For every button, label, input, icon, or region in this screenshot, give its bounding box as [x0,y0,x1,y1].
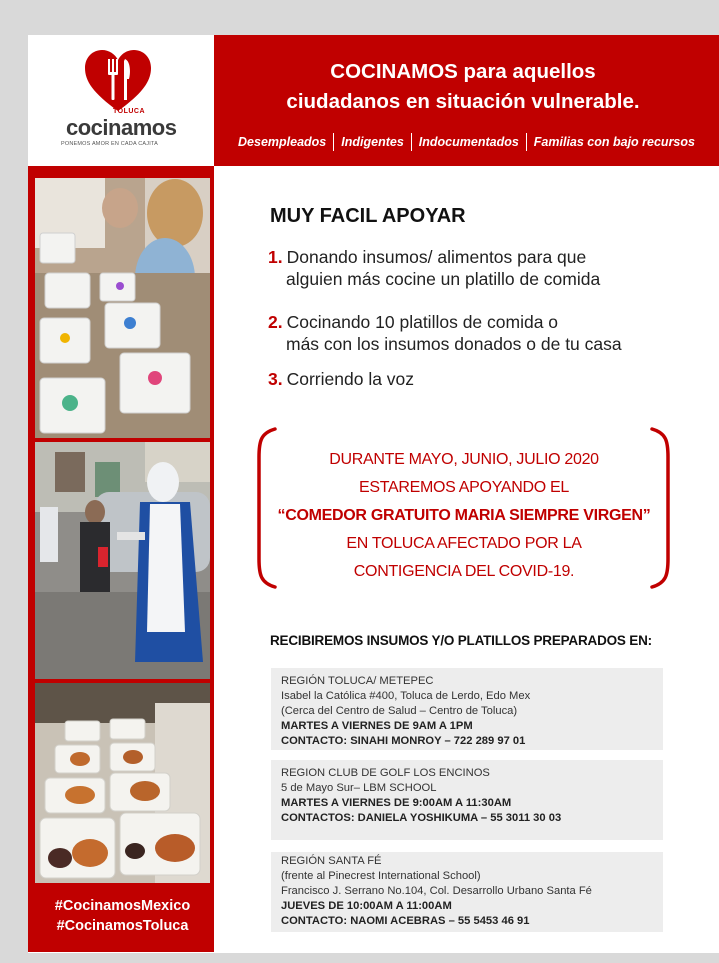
location-address: Isabel la Católica #400, Toluca de Lerdo, Edo Mex [281,690,531,702]
tag-indigentes: Indigentes [333,133,411,151]
photo-kids-decorating-boxes [35,178,210,438]
header-title-line1: COCINAMOS para aquellos [330,60,596,83]
location-note: (frente al Pinecrest International School) [281,870,481,882]
logo-city: TOLUCA [113,108,146,115]
logo [28,35,214,166]
item-line1: Donando insumos/ alimentos para que [286,247,587,267]
location-address: Francisco J. Serrano No.104, Col. Desarrollo Urbano Santa Fé [281,885,592,897]
photo-nun-giving-food [35,442,210,679]
item-line1: Cocinando 10 platillos de comida o [286,312,559,332]
location-card-santa-fe [271,852,663,932]
item-line1: Corriendo la voz [286,369,415,389]
location-hours: JUEVES DE 10:00AM A 11:00AM [281,900,452,912]
header-banner [214,35,719,166]
heart-utensils-icon [83,49,153,113]
item-number: 2. [268,312,283,332]
callout-line-2: ESTAREMOS APOYANDO EL [358,479,570,496]
location-contact: CONTACTO: NAOMI ACEBRAS – 55 5453 46 91 [281,915,530,927]
callout-line-5: CONTIGENCIA DEL COVID-19. [353,563,575,580]
location-card-toluca [271,668,663,750]
location-card-golf [271,760,663,840]
item-number: 3. [268,369,283,389]
tag-desempleados: Desempleados [238,135,327,149]
location-contact: CONTACTO: SINAHI MONROY – 722 289 97 01 [281,735,526,747]
callout-line-3: “COMEDOR GRATUITO MARIA SIEMPRE VIRGEN” [277,507,651,524]
photo-food-containers [35,683,210,883]
tag-indocumentados: Indocumentados [411,133,526,151]
hashtag-toluca: #CocinamosToluca [56,918,189,934]
logo-wordmark: cocinamos [66,115,177,140]
section-title-apoyar: MUY FACIL APOYAR [270,205,466,227]
hashtag-mexico: #CocinamosMexico [54,898,191,914]
location-region: REGIÓN TOLUCA/ METEPEC [281,675,434,687]
receive-title: RECIBIREMOS INSUMOS Y/O PLATILLOS PREPARADOS EN: [270,633,652,648]
header-title [214,57,712,117]
support-item-1 [268,246,600,290]
audience-tags [214,133,719,151]
location-hours: MARTES A VIERNES DE 9AM A 1PM [281,720,473,732]
hashtags [35,896,210,936]
support-item-2 [268,311,622,355]
tag-familias: Familias con bajo recursos [526,133,702,151]
location-note: (Cerca del Centro de Salud – Centro de Toluca) [281,705,518,717]
item-line2: más con los insumos donados o de tu casa [286,334,622,354]
callout-line-4: EN TOLUCA AFECTADO POR LA [346,535,582,552]
callout-text [268,446,660,586]
location-region: REGIÓN SANTA FÉ [281,855,382,867]
header-title-line2: ciudadanos en situación vulnerable. [286,90,640,113]
callout-line-1: DURANTE MAYO, JUNIO, JULIO 2020 [329,451,599,468]
location-contact: CONTACTOS: DANIELA YOSHIKUMA – 55 3011 30 03 [281,812,562,824]
location-hours: MARTES A VIERNES DE 9:00AM A 11:30AM [281,797,512,809]
support-item-3 [268,368,414,390]
location-region: REGION CLUB DE GOLF LOS ENCINOS [281,767,490,779]
logo-tagline: PONEMOS AMOR EN CADA CAJITA [61,141,158,147]
location-address: 5 de Mayo Sur– LBM SCHOOL [281,782,437,794]
item-line2: alguien más cocine un platillo de comida [286,269,601,289]
item-number: 1. [268,247,283,267]
